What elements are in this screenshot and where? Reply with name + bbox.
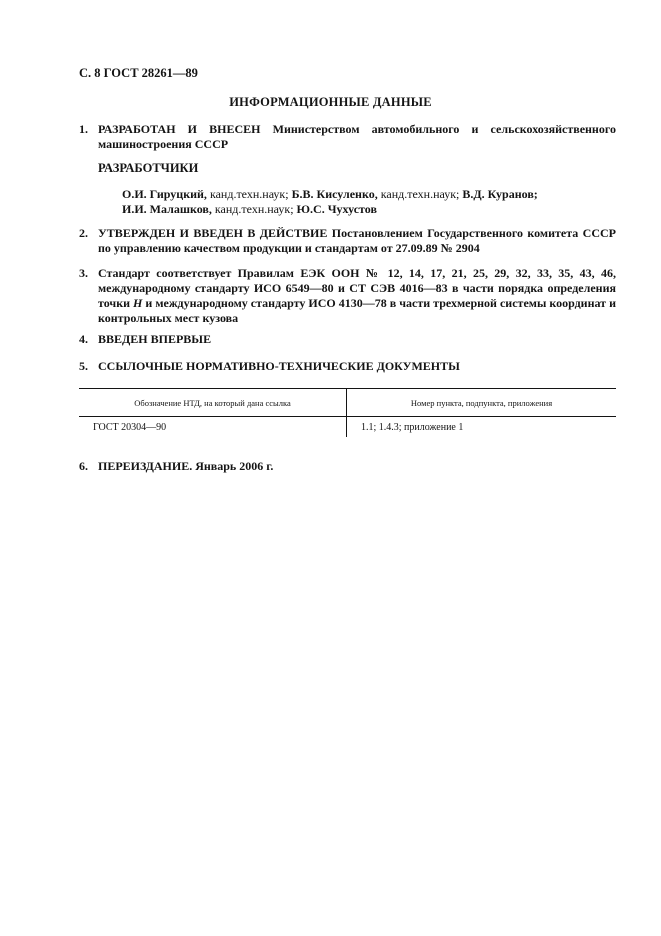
table-cell: ГОСТ 20304—90 bbox=[79, 417, 347, 438]
item-text: Стандарт соответствует Правилам ЕЭК ООН № 12, 14, 17, 21, 25, 29, 32, 33, 35, 43, 46, международному стандарту ИСО 6549—80 и СТ СЭВ 4016—83 в части порядка определения точки bbox=[98, 266, 616, 310]
column-header: Номер пункта, подпункта, приложения bbox=[347, 389, 617, 417]
point-symbol: H bbox=[133, 296, 143, 310]
info-item-6 bbox=[79, 459, 616, 474]
item-text-continued: и международному стандарту ИСО 4130—78 в части трехмерной системы координат и контрольных мест кузова bbox=[98, 296, 616, 325]
developer-name: В.Д. Куранов; bbox=[462, 187, 538, 201]
item-text: Постановлением Государственного комитета СССР по управлению качеством продукции и стандартам от 27.09.89 № 2904 bbox=[98, 226, 616, 255]
item-number: 1. bbox=[79, 122, 88, 136]
item-number: 6. bbox=[79, 459, 88, 473]
developer-name: И.И. Малашков, bbox=[122, 202, 212, 216]
page-header: С. 8 ГОСТ 28261—89 bbox=[79, 66, 198, 80]
table-header-row bbox=[79, 389, 616, 417]
item-number: 5. bbox=[79, 359, 88, 373]
info-item-5 bbox=[79, 359, 616, 374]
references-table bbox=[79, 388, 616, 437]
info-item-4 bbox=[79, 332, 616, 347]
developer-name: О.И. Гируцкий, bbox=[122, 187, 207, 201]
developer-degree: канд.техн.наук; bbox=[377, 187, 463, 201]
developer-name: Ю.С. Чухустов bbox=[296, 202, 377, 216]
item-text: ССЫЛОЧНЫЕ НОРМАТИВНО-ТЕХНИЧЕСКИЕ ДОКУМЕНТЫ bbox=[98, 359, 460, 373]
developer-name: Б.В. Кисуленко, bbox=[291, 187, 378, 201]
table-row bbox=[79, 417, 616, 438]
developer-degree: канд.техн.наук; bbox=[206, 187, 292, 201]
developers-heading: РАЗРАБОТЧИКИ bbox=[98, 161, 199, 175]
item-number: 4. bbox=[79, 332, 88, 346]
developers-line-1 bbox=[122, 187, 538, 202]
developer-degree: канд.техн.наук; bbox=[211, 202, 297, 216]
info-item-1 bbox=[79, 122, 616, 152]
item-text: ПЕРЕИЗДАНИЕ. Январь 2006 г. bbox=[98, 459, 274, 473]
info-item-2 bbox=[79, 226, 616, 256]
table-cell: 1.1; 1.4.3; приложение 1 bbox=[361, 421, 464, 433]
item-number: 2. bbox=[79, 226, 88, 240]
item-text: Министерством автомобильного и сельскохозяйственного машиностроения СССР bbox=[98, 122, 616, 151]
item-text: ВВЕДЕН ВПЕРВЫЕ bbox=[98, 332, 212, 346]
page-title: ИНФОРМАЦИОННЫЕ ДАННЫЕ bbox=[229, 95, 432, 109]
developers-line-2 bbox=[122, 202, 377, 217]
item-number: 3. bbox=[79, 266, 88, 280]
column-header: Обозначение НТД, на который дана ссылка bbox=[79, 389, 347, 417]
item-heading: РАЗРАБОТАН И ВНЕСЕН bbox=[98, 122, 261, 136]
item-heading: УТВЕРЖДЕН И ВВЕДЕН В ДЕЙСТВИЕ bbox=[98, 226, 328, 240]
info-item-3 bbox=[79, 266, 616, 326]
